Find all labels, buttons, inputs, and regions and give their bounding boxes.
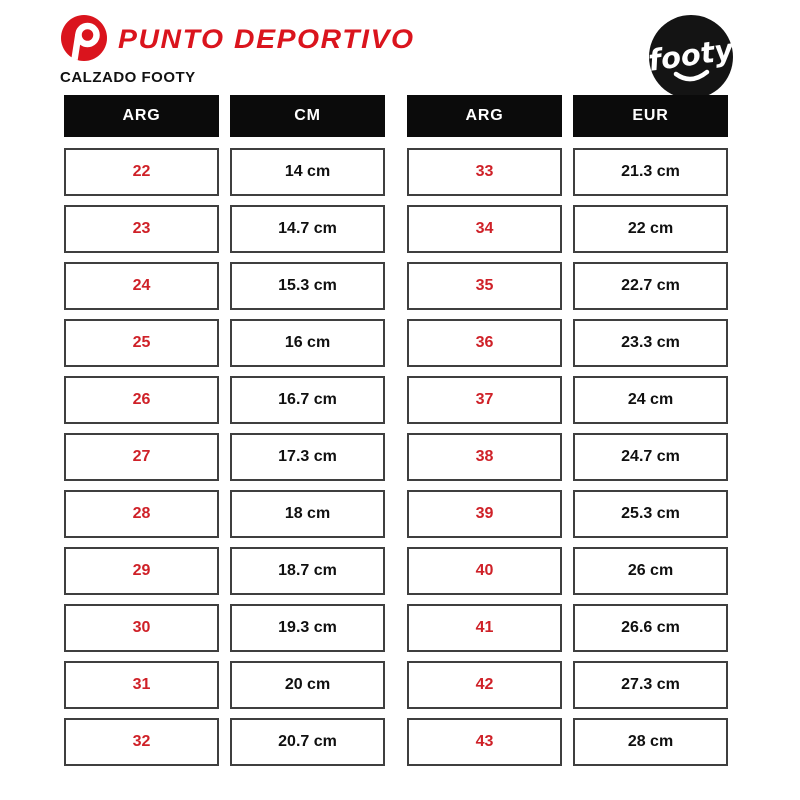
- size-cell: 24: [64, 262, 219, 310]
- measurement-cell: 20.7 cm: [230, 718, 385, 766]
- size-cell: 37: [407, 376, 562, 424]
- size-cell: 32: [64, 718, 219, 766]
- measurement-cell: 18.7 cm: [230, 547, 385, 595]
- size-cell: 42: [407, 661, 562, 709]
- size-cell: 30: [64, 604, 219, 652]
- size-cell: 31: [64, 661, 219, 709]
- measurement-cell: 22.7 cm: [573, 262, 728, 310]
- measurement-cell: 24 cm: [573, 376, 728, 424]
- punto-deportivo-logo-icon: [60, 14, 108, 64]
- measurement-cell: 26 cm: [573, 547, 728, 595]
- size-cell: 23: [64, 205, 219, 253]
- size-cell: 25: [64, 319, 219, 367]
- measurement-cell: 25.3 cm: [573, 490, 728, 538]
- size-cell: 29: [64, 547, 219, 595]
- measurement-cell: 27.3 cm: [573, 661, 728, 709]
- size-cell: 22: [64, 148, 219, 196]
- size-cell: 28: [64, 490, 219, 538]
- size-cell: 34: [407, 205, 562, 253]
- size-cell: 35: [407, 262, 562, 310]
- measurement-cell: 22 cm: [573, 205, 728, 253]
- size-cell: 40: [407, 547, 562, 595]
- measurement-cell: 26.6 cm: [573, 604, 728, 652]
- column-header-arg: ARG: [64, 95, 219, 137]
- size-table-arg-eur: [407, 95, 728, 766]
- measurement-cell: 16 cm: [230, 319, 385, 367]
- measurement-cell: 17.3 cm: [230, 433, 385, 481]
- size-cell: 36: [407, 319, 562, 367]
- measurement-cell: 16.7 cm: [230, 376, 385, 424]
- size-table-arg-cm: [64, 95, 385, 766]
- footy-logo-icon: [647, 14, 735, 107]
- size-tables: [64, 95, 728, 766]
- size-cell: 33: [407, 148, 562, 196]
- column-header-cm: CM: [230, 95, 385, 137]
- brand-name: PUNTO DEPORTIVO: [118, 23, 415, 54]
- page-header: [60, 14, 740, 86]
- measurement-cell: 14.7 cm: [230, 205, 385, 253]
- brand-row: [60, 14, 740, 64]
- size-cell: 38: [407, 433, 562, 481]
- measurement-cell: 14 cm: [230, 148, 385, 196]
- measurement-cell: 23.3 cm: [573, 319, 728, 367]
- size-cell: 26: [64, 376, 219, 424]
- measurement-cell: 15.3 cm: [230, 262, 385, 310]
- measurement-cell: 19.3 cm: [230, 604, 385, 652]
- size-cell: 41: [407, 604, 562, 652]
- size-cell: 43: [407, 718, 562, 766]
- footy-wordmark: footy: [647, 32, 735, 78]
- size-cell: 27: [64, 433, 219, 481]
- measurement-cell: 20 cm: [230, 661, 385, 709]
- column-header-arg: ARG: [407, 95, 562, 137]
- size-cell: 39: [407, 490, 562, 538]
- page-title: CALZADO FOOTY: [60, 69, 196, 86]
- column-header-eur: EUR: [573, 95, 728, 137]
- measurement-cell: 28 cm: [573, 718, 728, 766]
- measurement-cell: 18 cm: [230, 490, 385, 538]
- measurement-cell: 21.3 cm: [573, 148, 728, 196]
- measurement-cell: 24.7 cm: [573, 433, 728, 481]
